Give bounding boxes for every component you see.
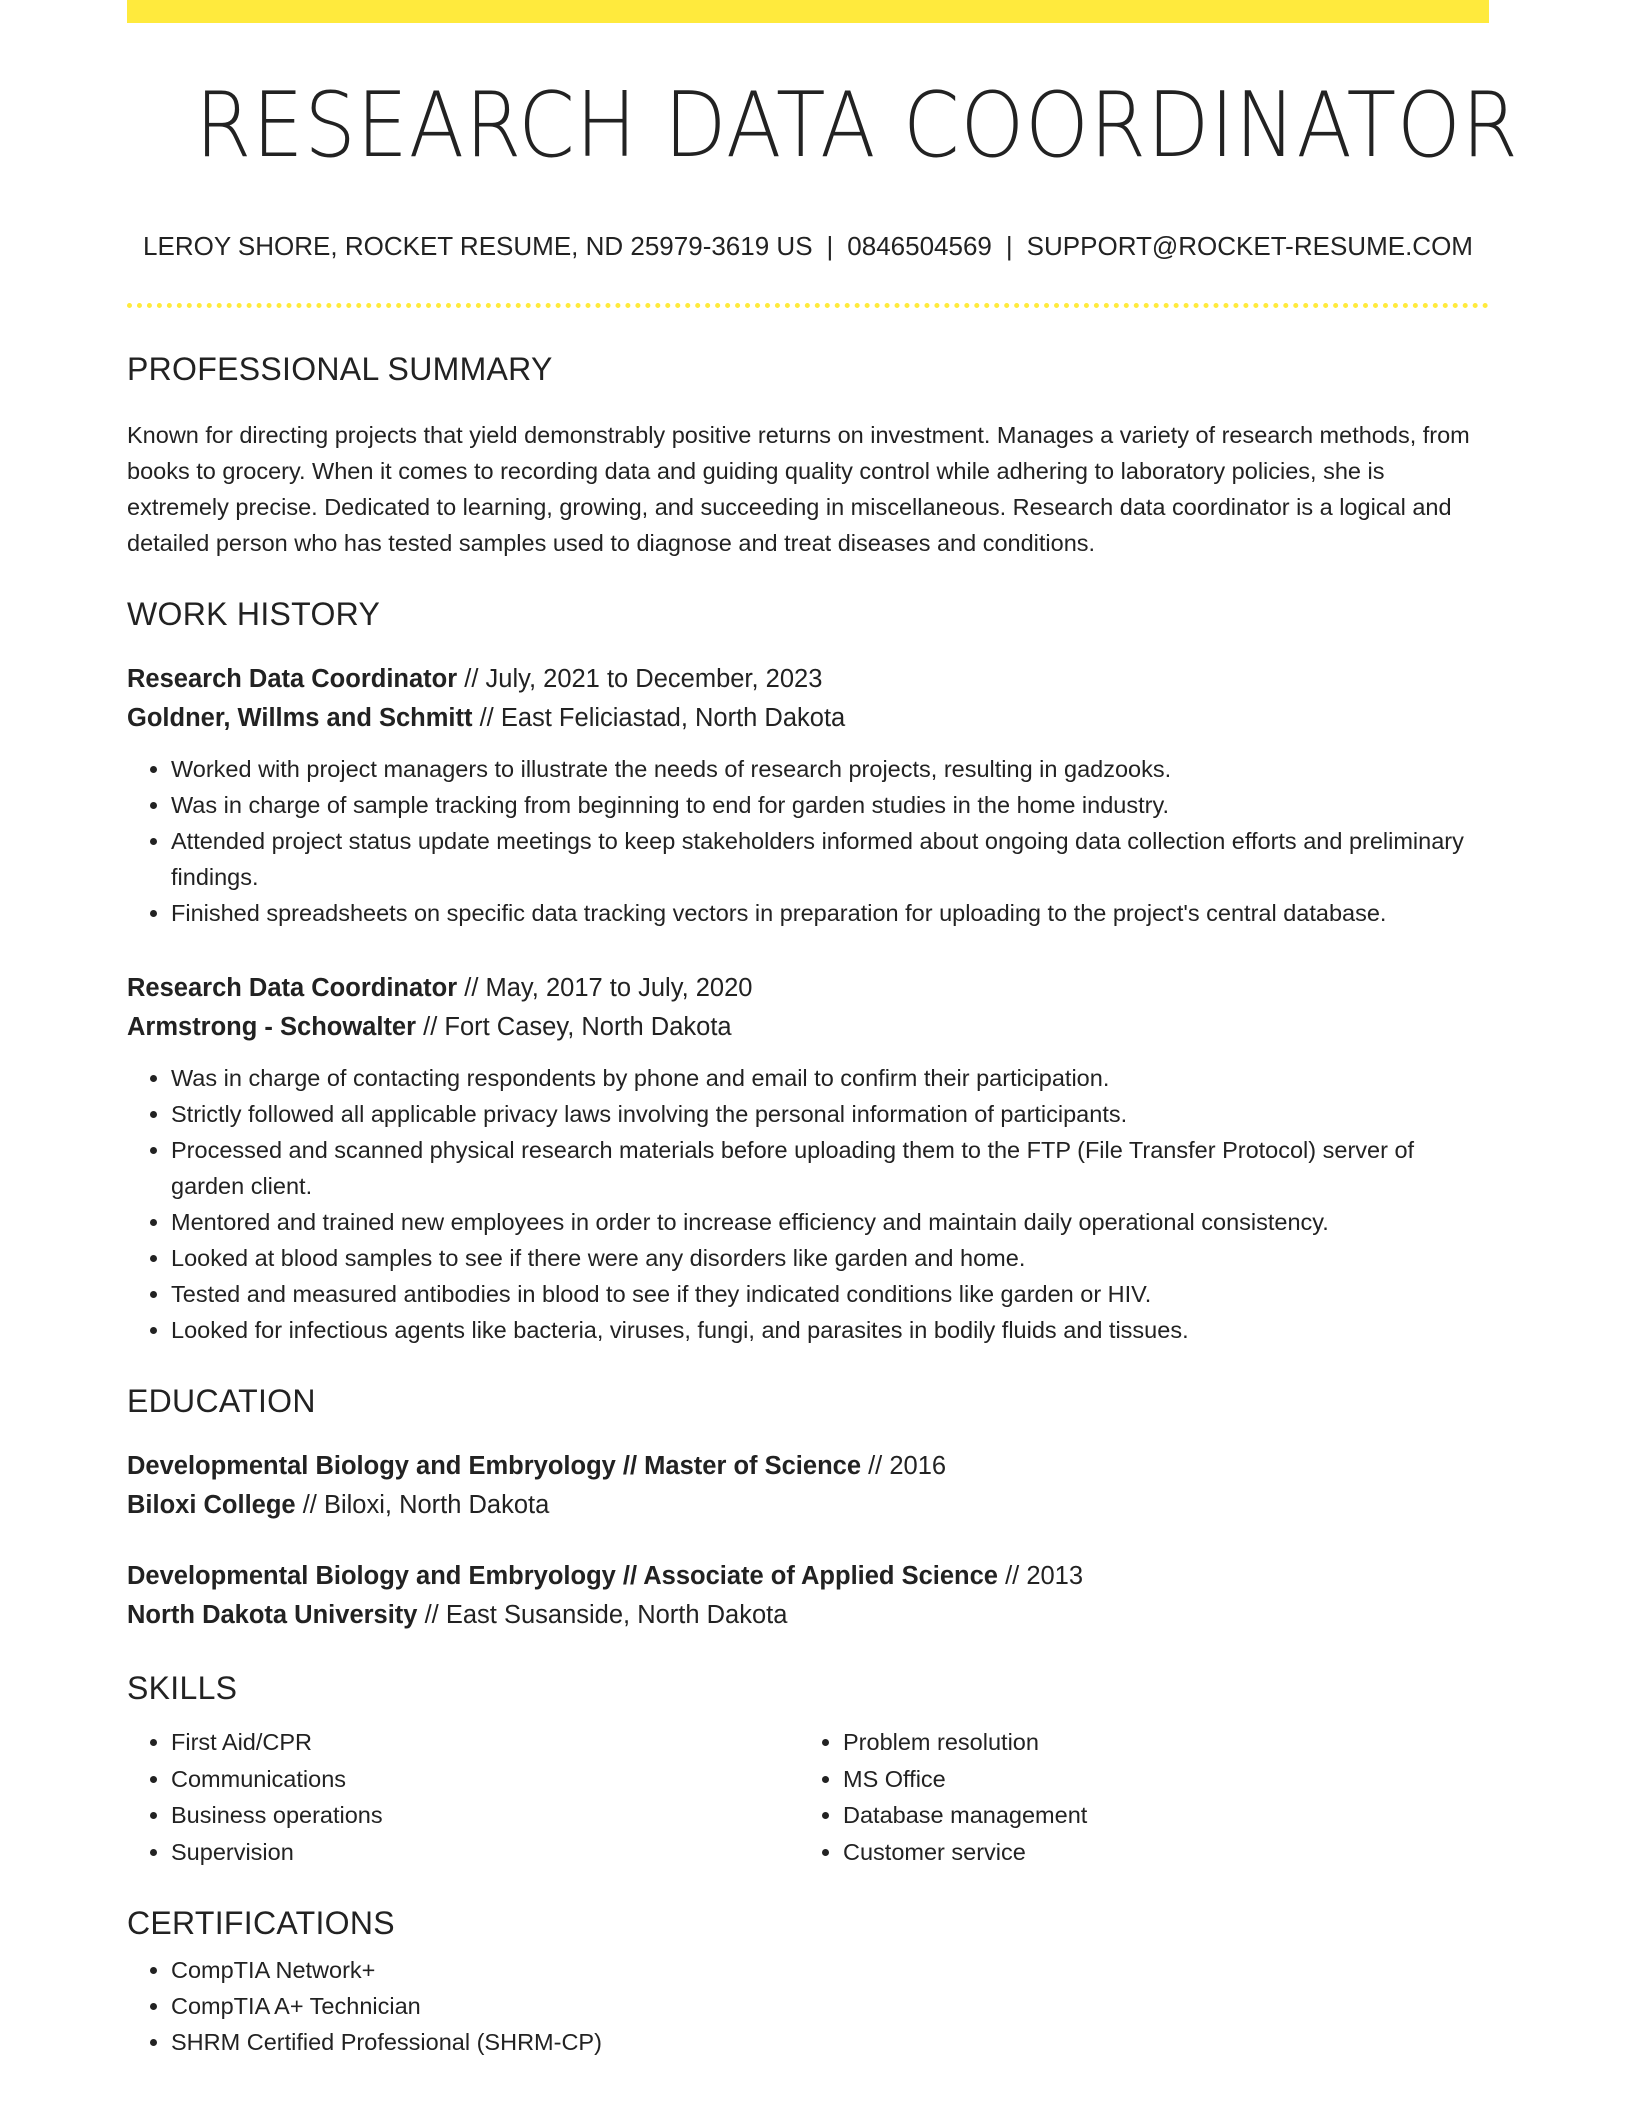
contact-phone: 0846504569 bbox=[847, 231, 992, 261]
contact-email: SUPPORT@ROCKET-RESUME.COM bbox=[1026, 231, 1473, 261]
education-entry bbox=[127, 1557, 1489, 1635]
skills-heading: SKILLS bbox=[127, 1670, 238, 1706]
summary-heading: PROFESSIONAL SUMMARY bbox=[127, 351, 553, 387]
job-company-line bbox=[127, 1008, 1489, 1047]
list-item: • Looked at blood samples to see if there were any disorders like garden and home. bbox=[171, 1240, 1489, 1276]
job-title: Research Data Coordinator bbox=[127, 974, 458, 1002]
certifications-list bbox=[127, 1952, 1489, 2060]
summary-text: Known for directing projects that yield demonstrably positive returns on investment. Manages a variety of research methods, from books to grocery. When it comes to recording data and guiding quality control while adhering to laboratory policies, she is extremely precise. Dedicated to learning, growing, and succeeding in miscellaneous. Research data coordinator is a logical and detailed person who has tested samples used to diagnose and treat diseases and conditions. bbox=[127, 422, 1470, 556]
job-bullets bbox=[127, 1060, 1489, 1348]
education-school-line bbox=[127, 1596, 1489, 1635]
list-item: • Worked with project managers to illustrate the needs of research projects, resulting in gadzooks. bbox=[171, 751, 1489, 787]
contact-separator: | bbox=[826, 231, 834, 261]
list-item: • CompTIA A+ Technician bbox=[171, 1988, 1489, 2024]
job-location: // Fort Casey, North Dakota bbox=[416, 1013, 732, 1041]
skills-column-right bbox=[799, 1724, 1471, 1870]
certifications-heading: CERTIFICATIONS bbox=[127, 1905, 395, 1941]
resume-page bbox=[127, 0, 1519, 2060]
list-item: • Processed and scanned physical research materials before uploading them to the FTP (File Transfer Protocol) server of garden client. bbox=[171, 1132, 1489, 1204]
list-item: • CompTIA Network+ bbox=[171, 1952, 1489, 1988]
contact-separator: | bbox=[1005, 231, 1013, 261]
education-degree-line bbox=[127, 1557, 1489, 1596]
list-item: • Mentored and trained new employees in order to increase efficiency and maintain daily operational consistency. bbox=[171, 1204, 1489, 1240]
job-company: Goldner, Willms and Schmitt bbox=[127, 704, 473, 732]
list-item: • Problem resolution bbox=[843, 1724, 1471, 1761]
job-bullets bbox=[127, 751, 1489, 931]
contact-line bbox=[127, 233, 1489, 259]
work-history-heading: WORK HISTORY bbox=[127, 596, 381, 632]
skills-list bbox=[127, 1724, 1489, 1870]
list-item: • MS Office bbox=[843, 1761, 1471, 1798]
list-item: • Finished spreadsheets on specific data tracking vectors in preparation for uploading to the project's central database. bbox=[171, 895, 1489, 931]
job-title-line bbox=[127, 969, 1489, 1008]
job-company-line bbox=[127, 699, 1489, 738]
list-item: • Customer service bbox=[843, 1834, 1471, 1871]
list-item: • Tested and measured antibodies in blood to see if they indicated conditions like garden or HIV. bbox=[171, 1276, 1489, 1312]
education-year: // 2016 bbox=[861, 1452, 947, 1480]
education-location: // East Susanside, North Dakota bbox=[417, 1601, 788, 1629]
education-year: // 2013 bbox=[997, 1562, 1084, 1590]
list-item: • Attended project status update meetings to keep stakeholders informed about ongoing data collection efforts and preliminary findings. bbox=[171, 823, 1489, 895]
job-title: Research Data Coordinator bbox=[127, 665, 458, 693]
education-heading: EDUCATION bbox=[127, 1383, 316, 1419]
accent-bar bbox=[127, 0, 1489, 23]
education-school: Biloxi College bbox=[127, 1491, 296, 1519]
list-item: • Strictly followed all applicable privacy laws involving the personal information of participants. bbox=[171, 1096, 1489, 1132]
resume-title: RESEARCH DATA COORDINATOR bbox=[195, 73, 1519, 178]
list-item: • Database management bbox=[843, 1797, 1471, 1834]
education-school-line bbox=[127, 1486, 1489, 1525]
list-item: • Communications bbox=[171, 1761, 799, 1798]
skills-column-left bbox=[127, 1724, 799, 1870]
list-item: • Was in charge of sample tracking from beginning to end for garden studies in the home industry. bbox=[171, 787, 1489, 823]
contact-address: LEROY SHORE, ROCKET RESUME, ND 25979-3619 US bbox=[143, 231, 813, 261]
job-entry bbox=[127, 660, 1489, 931]
education-location: // Biloxi, North Dakota bbox=[295, 1491, 550, 1519]
education-degree-line bbox=[127, 1447, 1489, 1486]
list-item: • First Aid/CPR bbox=[171, 1724, 799, 1761]
job-location: // East Feliciastad, North Dakota bbox=[472, 704, 846, 732]
list-item: • Business operations bbox=[171, 1797, 799, 1834]
education-school: North Dakota University bbox=[127, 1601, 418, 1629]
job-company: Armstrong - Schowalter bbox=[127, 1013, 417, 1041]
job-title-line bbox=[127, 660, 1489, 699]
education-degree: Developmental Biology and Embryology // Master of Science bbox=[127, 1452, 862, 1480]
education-degree: Developmental Biology and Embryology // Associate of Applied Science bbox=[127, 1562, 998, 1590]
job-dates: // May, 2017 to July, 2020 bbox=[457, 974, 753, 1002]
education-entry bbox=[127, 1447, 1489, 1525]
list-item: • SHRM Certified Professional (SHRM-CP) bbox=[171, 2024, 1489, 2060]
job-dates: // July, 2021 to December, 2023 bbox=[457, 665, 823, 693]
job-entry bbox=[127, 969, 1489, 1348]
list-item: • Looked for infectious agents like bacteria, viruses, fungi, and parasites in bodily fluids and tissues. bbox=[171, 1312, 1489, 1348]
dotted-divider bbox=[127, 303, 1489, 308]
list-item: • Was in charge of contacting respondents by phone and email to confirm their participation. bbox=[171, 1060, 1489, 1096]
list-item: • Supervision bbox=[171, 1834, 799, 1871]
